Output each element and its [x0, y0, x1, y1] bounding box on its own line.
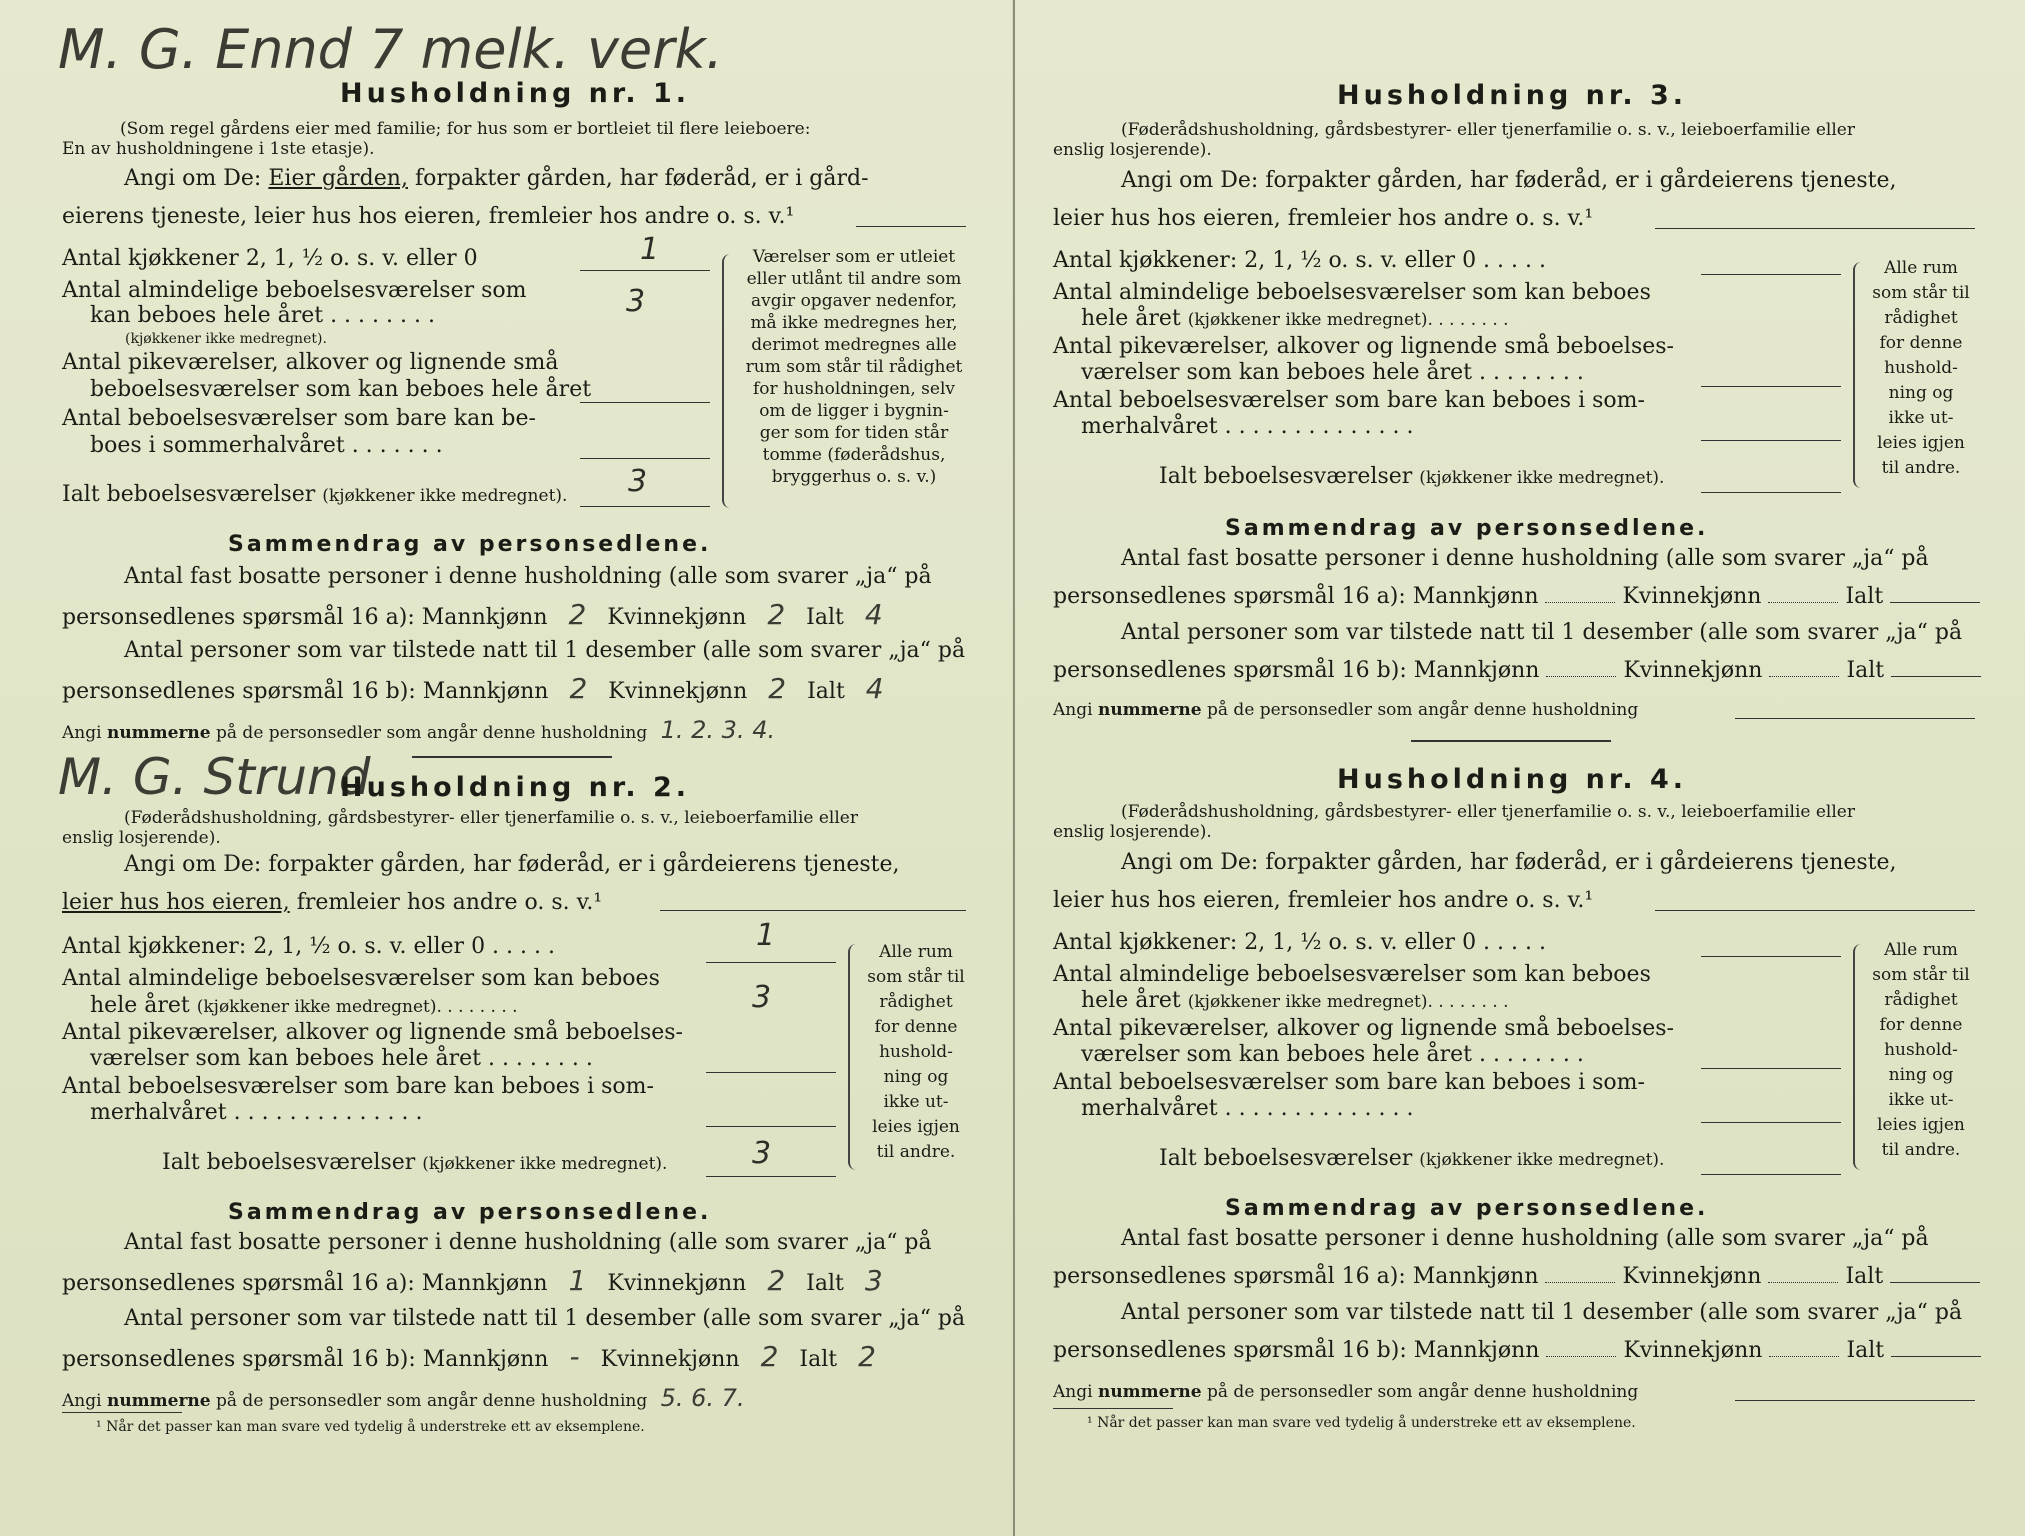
h3-total-line — [1701, 492, 1841, 493]
h1-s2-text: Antal personer som var tilstede natt til 1 desember (alle som svarer „ja“ på — [124, 638, 966, 663]
h1-row-summer-a: Antal beboelsesværelser som bare kan be- — [62, 406, 536, 431]
side-note-line: Værelser som er utleiet — [752, 247, 956, 267]
side-note-line: som står til — [1872, 965, 1970, 985]
h2-total-line — [706, 1176, 836, 1177]
h2-kitchens-value: 1 — [756, 918, 776, 953]
side-note-line: Alle rum — [1884, 940, 1958, 960]
h1-numbers-value: 1. 2. 3. 4. — [660, 716, 776, 744]
h1-s2-male: 2 — [569, 672, 588, 705]
side-note-line: hushold- — [1884, 1040, 1958, 1060]
side-note-line: ning og — [883, 1067, 949, 1087]
side-note-line: for husholdningen, selv — [752, 379, 956, 399]
h1-total-label: Ialt beboelsesværelser — [62, 482, 316, 507]
h1-angi-rest: forpakter gården, har føderåd, er i gård- — [414, 166, 869, 191]
handwritten-annotation-top: M. G. Ennd 7 melk. verk. — [58, 18, 723, 81]
h4-s2-total-label: Ialt — [1846, 1338, 1885, 1363]
h3-side-note — [1861, 256, 1981, 481]
h4-rooms-b-label: hele året — [1081, 988, 1181, 1013]
h4-s1-total-label: Ialt — [1845, 1264, 1884, 1289]
side-note-line: avgir opgaver nedenfor, — [750, 291, 957, 311]
left-footnote: ¹ Når det passer kan man svare ved tydelig å understreke ett av eksemplene. — [96, 1419, 645, 1435]
h2-total-label: Ialt beboelsesværelser — [162, 1150, 416, 1175]
left-page — [0, 0, 1012, 1536]
h1-numbers-line — [62, 716, 776, 744]
side-note-line: ikke ut- — [1888, 408, 1954, 428]
h2-rooms-value: 3 — [752, 980, 772, 1015]
h2-numbers-keyword: nummerne — [106, 1391, 211, 1411]
side-note-line: tomme (føderådshus, — [762, 445, 946, 465]
h1-title: Husholdning nr. 1. — [340, 78, 691, 109]
h1-s2-line — [62, 672, 898, 705]
side-note-line: til andre. — [1881, 1140, 1961, 1160]
h4-numbers-answer-line — [1735, 1400, 1975, 1401]
h4-s1-female-label: Kvinnekjønn — [1622, 1264, 1762, 1289]
h1-kitchens-value: 1 — [640, 232, 660, 267]
h2-s1-text: Antal fast bosatte personer i denne husholdning (alle som svarer „ja“ på — [124, 1230, 932, 1255]
h3-kitchens-line — [1701, 274, 1841, 275]
side-note-line: derimot medregnes alle — [751, 335, 957, 355]
h4-s2-line — [1053, 1338, 1981, 1364]
h2-numbers-line — [62, 1384, 745, 1412]
right-footnote: ¹ Når det passer kan man svare ved tydelig å understreke ett av eksemplene. — [1087, 1415, 1636, 1431]
h4-total-label: Ialt beboelsesværelser — [1159, 1146, 1413, 1171]
h3-numbers-answer-line — [1735, 718, 1975, 719]
handwritten-annotation-mid: M. G. Strund — [58, 748, 371, 806]
h4-s1-line — [1053, 1264, 1980, 1290]
h4-angi-line1: Angi om De: forpakter gården, har føderåd, er i gårdeierens tjeneste, — [1121, 850, 1897, 875]
h3-s2-female-label: Kvinnekjønn — [1623, 658, 1763, 683]
h3-angi-line2: leier hus hos eieren, fremleier hos andre o. s. v.¹ — [1053, 206, 1594, 231]
h1-numbers-prefix: Angi — [62, 723, 102, 743]
h4-row-small-a: Antal pikeværelser, alkover og lignende små beboelses- — [1053, 1016, 1674, 1041]
h1-s2-label: personsedlenes spørsmål 16 b): Mannkjønn — [62, 679, 549, 704]
side-note-line: som står til — [1872, 283, 1970, 303]
h4-numbers-prefix: Angi — [1053, 1382, 1093, 1402]
h3-small-line — [1701, 386, 1841, 387]
h3-s2-label: personsedlenes spørsmål 16 b): Mannkjønn — [1053, 658, 1540, 683]
h3-row-small-a: Antal pikeværelser, alkover og lignende små beboelses- — [1053, 334, 1674, 359]
h1-s1-female-label: Kvinnekjønn — [607, 605, 747, 630]
side-note-line: ning og — [1888, 383, 1954, 403]
h2-s1-line — [62, 1264, 897, 1297]
h2-angi-line2 — [62, 890, 602, 916]
h1-total-line — [580, 506, 710, 507]
footnote-rule — [62, 1412, 182, 1413]
h1-row-small-b: beboelsesværelser som kan beboes hele året — [90, 377, 592, 402]
h2-total-note: (kjøkkener ikke medregnet). — [422, 1154, 668, 1174]
side-note-line: eller utlånt til andre som — [746, 269, 962, 289]
h4-kitchens-line — [1701, 956, 1841, 957]
side-note-line: leies igjen — [872, 1117, 960, 1137]
h3-row-summer-b: merhalvåret . . . . . . . . . . . . . . — [1081, 414, 1414, 439]
h1-note-brace — [722, 254, 734, 508]
h1-rooms-value: 3 — [626, 284, 646, 319]
h1-angi-answer-line — [856, 226, 966, 227]
h3-numbers-text: på de personsedler som angår denne husholdning — [1207, 700, 1639, 720]
h1-total-note: (kjøkkener ikke medregnet). — [322, 486, 568, 506]
h1-total-value: 3 — [628, 464, 648, 499]
h2-angi-selected: leier hus hos eieren, — [62, 890, 290, 915]
h2-kitchens-line — [706, 962, 836, 963]
h2-row-total — [162, 1150, 667, 1177]
side-note-line: hushold- — [1884, 358, 1958, 378]
h4-row-small-b: værelser som kan beboes hele året . . . . . . . . — [1081, 1042, 1584, 1067]
h1-row-kitchens: Antal kjøkkener 2, 1, ½ o. s. v. eller 0 — [62, 246, 478, 271]
side-note-line: ger som for tiden står — [759, 423, 949, 443]
h2-row-small-a: Antal pikeværelser, alkover og lignende små beboelses- — [62, 1020, 683, 1045]
h2-s1-female-label: Kvinnekjønn — [607, 1271, 747, 1296]
h1-s2-female: 2 — [768, 672, 787, 705]
h2-angi-answer-line — [660, 910, 966, 911]
h3-rooms-b-label: hele året — [1081, 306, 1181, 331]
side-note-line: ning og — [1888, 1065, 1954, 1085]
h1-separator — [412, 756, 612, 758]
h4-row-summer-b: merhalvåret . . . . . . . . . . . . . . — [1081, 1096, 1414, 1121]
h1-s2-female-label: Kvinnekjønn — [608, 679, 748, 704]
side-note-line: må ikke medregnes her, — [750, 313, 958, 333]
h3-angi-line1: Angi om De: forpakter gården, har føderåd, er i gårdeierens tjeneste, — [1121, 168, 1897, 193]
h2-summary-title: Sammendrag av personsedlene. — [228, 1200, 712, 1225]
h3-s1-female-label: Kvinnekjønn — [1622, 584, 1762, 609]
side-note-line: rådighet — [879, 992, 953, 1012]
h1-s1-line — [62, 598, 897, 631]
h1-s1-total-label: Ialt — [806, 605, 844, 630]
h3-angi-answer-line — [1655, 228, 1975, 229]
h3-total-label: Ialt beboelsesværelser — [1159, 464, 1413, 489]
side-note-line: ikke ut- — [1888, 1090, 1954, 1110]
h3-rooms-c-label: (kjøkkener ikke medregnet). . . . . . . . — [1187, 310, 1509, 330]
h1-subtitle-2: En av husholdningene i 1ste etasje). — [62, 139, 375, 159]
h2-s1-female: 2 — [767, 1264, 786, 1297]
h3-total-note: (kjøkkener ikke medregnet). — [1419, 468, 1665, 488]
h4-s1-text: Antal fast bosatte personer i denne husholdning (alle som svarer „ja“ på — [1121, 1226, 1929, 1251]
h4-s1-label: personsedlenes spørsmål 16 a): Mannkjønn — [1053, 1264, 1539, 1289]
h3-row-summer-a: Antal beboelsesværelser som bare kan beboes i som- — [1053, 388, 1645, 413]
h4-row-kitchens: Antal kjøkkener: 2, 1, ½ o. s. v. eller 0 . . . . . — [1053, 930, 1546, 955]
side-note-line: for denne — [1879, 333, 1963, 353]
h2-s2-label: personsedlenes spørsmål 16 b): Mannkjønn — [62, 1347, 549, 1372]
h2-row-summer-b: merhalvåret . . . . . . . . . . . . . . — [90, 1100, 423, 1125]
h4-title: Husholdning nr. 4. — [1337, 764, 1688, 795]
h4-rooms-c-label: (kjøkkener ikke medregnet). . . . . . . . — [1187, 992, 1509, 1012]
h1-s1-text: Antal fast bosatte personer i denne husholdning (alle som svarer „ja“ på — [124, 564, 932, 589]
h1-s2-total-label: Ialt — [807, 679, 845, 704]
h2-summer-line — [706, 1126, 836, 1127]
h2-rooms-b-label: hele året — [90, 993, 190, 1018]
h2-numbers-prefix: Angi — [62, 1391, 102, 1411]
h4-row-rooms-a: Antal almindelige beboelsesværelser som kan beboes — [1053, 962, 1651, 987]
h4-subtitle-1: (Føderådshusholdning, gårdsbestyrer- eller tjenerfamilie o. s. v., leieboerfamilie eller — [1121, 802, 1855, 822]
h1-row-total — [62, 482, 567, 509]
h1-angi-selected: Eier gården, — [268, 166, 408, 191]
h4-row-rooms-b — [1081, 988, 1509, 1015]
h4-subtitle-2: enslig losjerende). — [1053, 822, 1212, 842]
h4-side-note — [1861, 938, 1981, 1163]
h1-s1-label: personsedlenes spørsmål 16 a): Mannkjønn — [62, 605, 548, 630]
h2-title: Husholdning nr. 2. — [340, 772, 691, 803]
h1-subtitle-1: (Som regel gårdens eier med familie; for hus som er bortleiet til flere leieboere: — [120, 119, 811, 139]
h2-small-line — [706, 1072, 836, 1073]
h4-s2-text: Antal personer som var tilstede natt til 1 desember (alle som svarer „ja“ på — [1121, 1300, 1963, 1325]
h2-s2-male: - — [569, 1340, 580, 1373]
h3-row-kitchens: Antal kjøkkener: 2, 1, ½ o. s. v. eller 0 . . . . . — [1053, 248, 1546, 273]
h4-summer-line — [1701, 1122, 1841, 1123]
side-note-line: for denne — [1879, 1015, 1963, 1035]
right-footnote-rule — [1053, 1408, 1173, 1409]
h2-row-small-b: værelser som kan beboes hele året . . . . . . . . — [90, 1046, 593, 1071]
h2-row-rooms-a: Antal almindelige beboelsesværelser som kan beboes — [62, 966, 660, 991]
side-note-line: rådighet — [1884, 308, 1958, 328]
side-note-line: om de ligger i bygnin- — [759, 401, 949, 421]
h3-s1-text: Antal fast bosatte personer i denne husholdning (alle som svarer „ja“ på — [1121, 546, 1929, 571]
h1-angi-line1 — [124, 166, 869, 192]
h2-rooms-c-label: (kjøkkener ikke medregnet). . . . . . . . — [196, 997, 518, 1017]
h3-s1-line — [1053, 584, 1980, 610]
h1-numbers-keyword: nummerne — [106, 723, 211, 743]
h2-numbers-value: 5. 6. 7. — [660, 1384, 745, 1412]
h3-row-small-b: værelser som kan beboes hele året . . . . . . . . — [1081, 360, 1584, 385]
h2-row-summer-a: Antal beboelsesværelser som bare kan beboes i som- — [62, 1074, 654, 1099]
h2-angi-line1: Angi om De: forpakter gården, har føderåd, er i gårdeierens tjeneste, — [124, 852, 900, 877]
h4-numbers-keyword: nummerne — [1097, 1382, 1202, 1402]
h4-numbers-text: på de personsedler som angår denne husholdning — [1207, 1382, 1639, 1402]
h2-row-kitchens: Antal kjøkkener: 2, 1, ½ o. s. v. eller 0 . . . . . — [62, 934, 555, 959]
h1-row-rooms-b: kan beboes hele året . . . . . . . . — [90, 303, 435, 328]
h1-row-rooms-c: (kjøkkener ikke medregnet). — [125, 331, 327, 347]
h2-angi-rest: fremleier hos andre o. s. v.¹ — [296, 890, 603, 915]
h1-s1-male: 2 — [568, 598, 587, 631]
h2-s2-total: 2 — [858, 1340, 876, 1373]
side-note-line: til andre. — [1881, 458, 1961, 478]
h2-s1-male: 1 — [568, 1264, 587, 1297]
side-note-line: leies igjen — [1877, 433, 1965, 453]
side-note-line: som står til — [867, 967, 965, 987]
h2-subtitle-1: (Føderådshusholdning, gårdsbestyrer- eller tjenerfamilie o. s. v., leieboerfamilie eller — [124, 808, 858, 828]
side-note-line: Alle rum — [1884, 258, 1958, 278]
side-note-line: bryggerhus o. s. v.) — [771, 467, 937, 487]
h4-angi-answer-line — [1655, 910, 1975, 911]
h3-s2-total-label: Ialt — [1846, 658, 1885, 683]
h4-row-summer-a: Antal beboelsesværelser som bare kan beboes i som- — [1053, 1070, 1645, 1095]
h1-s2-total: 4 — [865, 672, 884, 705]
h1-summary-title: Sammendrag av personsedlene. — [228, 532, 712, 557]
h4-summary-title: Sammendrag av personsedlene. — [1225, 1196, 1709, 1221]
h3-s2-text: Antal personer som var tilstede natt til 1 desember (alle som svarer „ja“ på — [1121, 620, 1963, 645]
h3-s1-total-label: Ialt — [1845, 584, 1884, 609]
h1-s1-female: 2 — [767, 598, 786, 631]
h2-side-note — [856, 940, 976, 1165]
h4-small-line — [1701, 1068, 1841, 1069]
h3-s1-label: personsedlenes spørsmål 16 a): Mannkjønn — [1053, 584, 1539, 609]
h3-separator — [1411, 740, 1611, 742]
h2-s1-total-label: Ialt — [806, 1271, 844, 1296]
side-note-line: rum som står til rådighet — [745, 357, 963, 377]
side-note-line: ikke ut- — [883, 1092, 949, 1112]
h2-total-value: 3 — [752, 1136, 772, 1171]
h2-numbers-text: på de personsedler som angår denne husholdning — [216, 1391, 648, 1411]
h1-row-rooms-a: Antal almindelige beboelsesværelser som — [62, 278, 527, 303]
h3-subtitle-2: enslig losjerende). — [1053, 140, 1212, 160]
h2-s2-text: Antal personer som var tilstede natt til 1 desember (alle som svarer „ja“ på — [124, 1306, 966, 1331]
h1-angi-prefix: Angi om De: — [124, 166, 262, 191]
h1-s1-total: 4 — [864, 598, 883, 631]
h1-kitchens-line — [580, 270, 710, 271]
h2-s2-total-label: Ialt — [799, 1347, 838, 1372]
h1-numbers-text: på de personsedler som angår denne husholdning — [216, 723, 648, 743]
side-note-line: hushold- — [879, 1042, 953, 1062]
h4-total-note: (kjøkkener ikke medregnet). — [1419, 1150, 1665, 1170]
side-note-line: rådighet — [1884, 990, 1958, 1010]
side-note-line: for denne — [874, 1017, 958, 1037]
right-page — [1013, 0, 2025, 1536]
h3-s2-line — [1053, 658, 1981, 684]
h3-title: Husholdning nr. 3. — [1337, 80, 1688, 111]
h1-angi-line2: eierens tjeneste, leier hus hos eieren, fremleier hos andre o. s. v.¹ — [62, 204, 795, 229]
h4-angi-line2: leier hus hos eieren, fremleier hos andre o. s. v.¹ — [1053, 888, 1594, 913]
h3-numbers-keyword: nummerne — [1097, 700, 1202, 720]
h1-small-line — [580, 402, 710, 403]
h4-s2-female-label: Kvinnekjønn — [1623, 1338, 1763, 1363]
h3-numbers-line — [1053, 700, 1638, 720]
h3-summer-line — [1701, 440, 1841, 441]
h4-row-total — [1159, 1146, 1664, 1173]
h4-total-line — [1701, 1174, 1841, 1175]
h2-s1-total: 3 — [864, 1264, 883, 1297]
side-note-line: Alle rum — [879, 942, 953, 962]
side-note-line: leies igjen — [1877, 1115, 1965, 1135]
h2-row-rooms-b — [90, 993, 518, 1020]
h1-row-small-a: Antal pikeværelser, alkover og lignende små — [62, 350, 559, 375]
h1-row-summer-b: boes i sommerhalvåret . . . . . . . — [90, 433, 443, 458]
h4-numbers-line — [1053, 1382, 1638, 1402]
h3-subtitle-1: (Føderådshusholdning, gårdsbestyrer- eller tjenerfamilie o. s. v., leieboerfamilie eller — [1121, 120, 1855, 140]
h3-numbers-prefix: Angi — [1053, 700, 1093, 720]
h2-s2-line — [62, 1340, 890, 1373]
h3-row-total — [1159, 464, 1664, 491]
h2-subtitle-2: enslig losjerende). — [62, 828, 221, 848]
h2-s2-female: 2 — [760, 1340, 779, 1373]
h3-summary-title: Sammendrag av personsedlene. — [1225, 516, 1709, 541]
h1-summer-line — [580, 458, 710, 459]
h1-side-note — [734, 246, 974, 488]
side-note-line: til andre. — [876, 1142, 956, 1162]
h3-row-rooms-b — [1081, 306, 1509, 333]
h2-s2-female-label: Kvinnekjønn — [600, 1347, 740, 1372]
h4-s2-label: personsedlenes spørsmål 16 b): Mannkjønn — [1053, 1338, 1540, 1363]
h2-s1-label: personsedlenes spørsmål 16 a): Mannkjønn — [62, 1271, 548, 1296]
h3-row-rooms-a: Antal almindelige beboelsesværelser som kan beboes — [1053, 280, 1651, 305]
